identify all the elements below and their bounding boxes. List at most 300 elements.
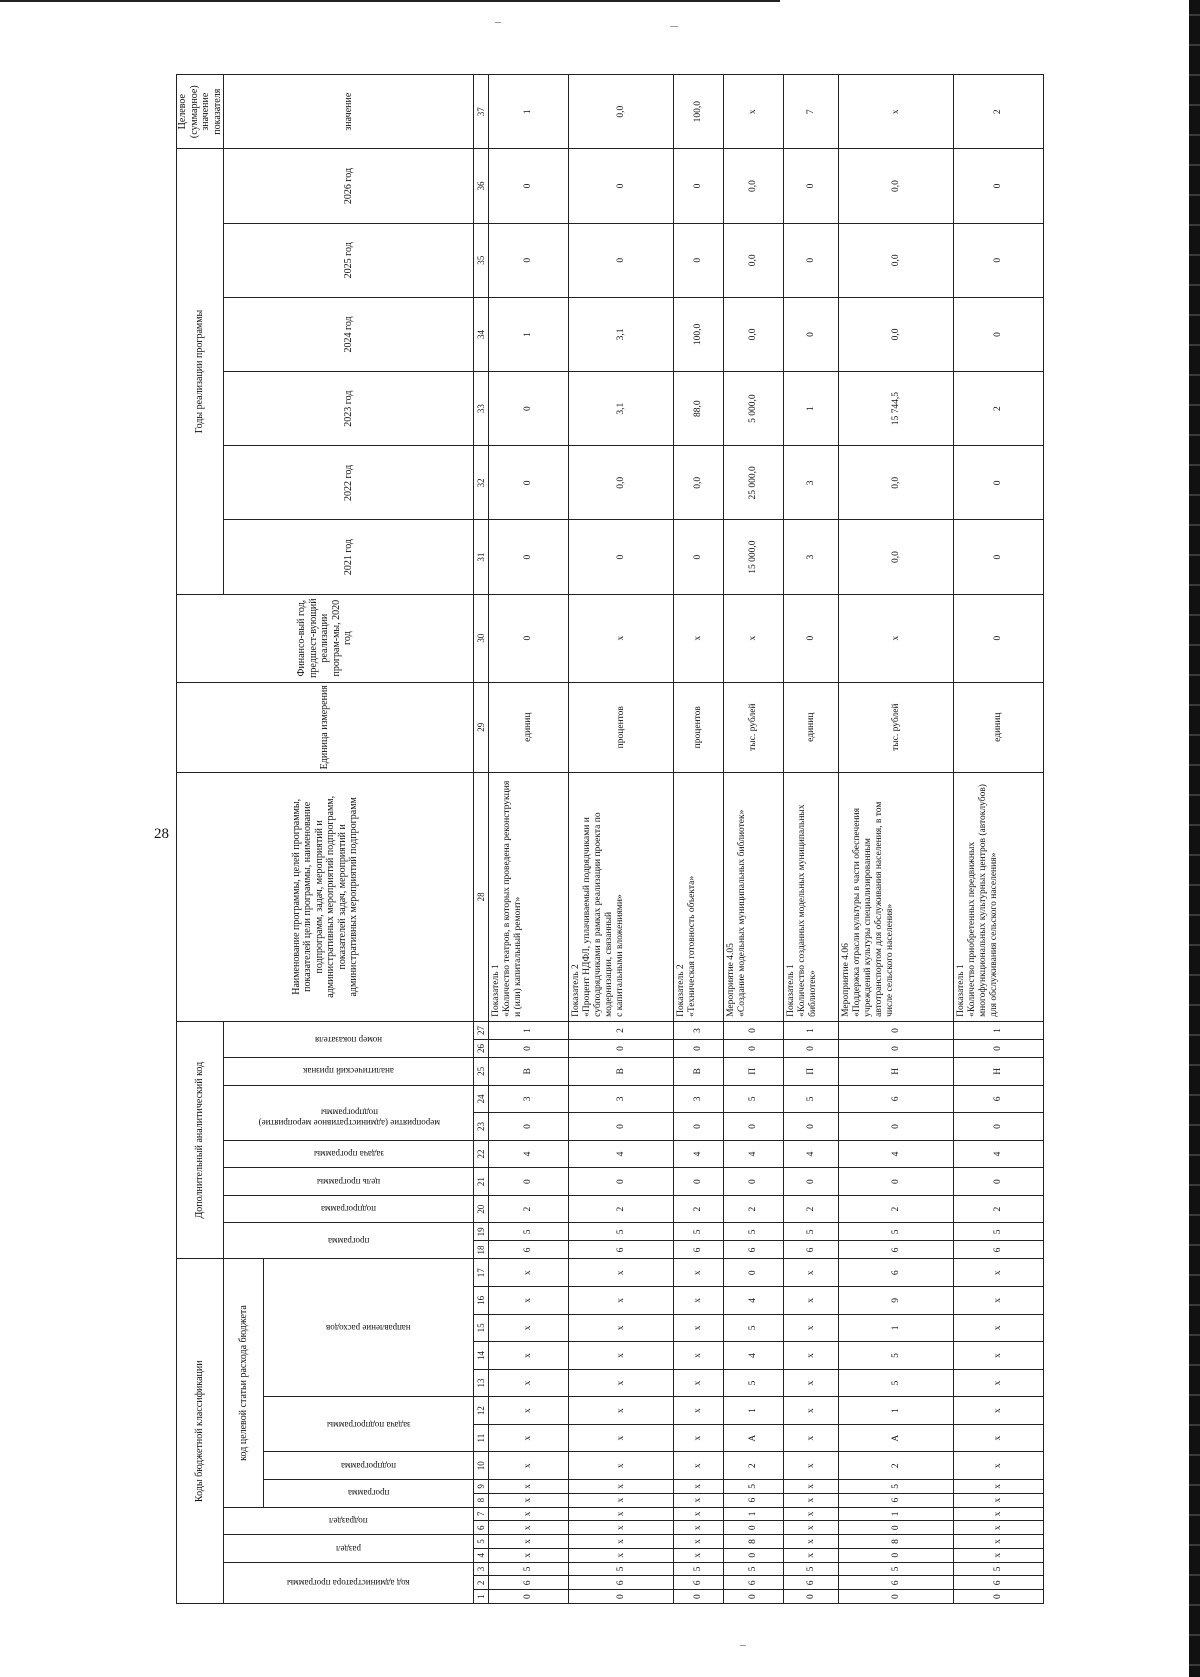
target-code-header: код целевой статьи расхода бюджета (224, 1259, 264, 1507)
row-unit: тыс. рублей (724, 682, 784, 772)
row-name: Показатель 2 «Техническая готовность объекта» (674, 772, 724, 1021)
table-row (724, 75, 784, 1604)
code-cell: х (674, 1479, 724, 1493)
code-cell: Н (954, 1058, 1044, 1086)
code-cell: х (489, 1369, 569, 1397)
table-row (674, 75, 724, 1604)
code-cell: 0 (569, 1168, 674, 1196)
code-cell: 5 (724, 1479, 784, 1493)
code-cell: х (489, 1521, 569, 1535)
code-cell: 5 (784, 1085, 839, 1113)
code-cell: 0 (784, 1168, 839, 1196)
code-cell: 3 (569, 1085, 674, 1113)
column-numbers-row (474, 75, 489, 1604)
code-cell: 4 (674, 1140, 724, 1168)
an-subprogram-header: подпрограмма (224, 1195, 474, 1223)
code-cell: 0 (674, 1168, 724, 1196)
code-cell: 4 (839, 1140, 954, 1168)
code-cell: х (569, 1507, 674, 1521)
code-cell: х (489, 1548, 569, 1562)
code-cell: х (674, 1424, 724, 1452)
value-cell: 0,0 (839, 223, 954, 297)
value-cell: 25 000,0 (724, 446, 784, 520)
value-cell: 0 (954, 446, 1044, 520)
value-cell: 0 (569, 520, 674, 594)
code-cell: 6 (839, 1576, 954, 1590)
code-cell: 0 (839, 1590, 954, 1604)
code-cell: 2 (954, 1195, 1044, 1223)
value-cell: 88,0 (674, 372, 724, 446)
code-cell: х (489, 1287, 569, 1315)
col-num: 24 (474, 1085, 489, 1113)
target-value-header: значение (224, 75, 474, 149)
code-cell: 5 (489, 1562, 569, 1576)
value-cell: х (724, 594, 784, 682)
page-top-rule (0, 0, 780, 2)
code-cell: 6 (674, 1576, 724, 1590)
code-cell: 4 (954, 1140, 1044, 1168)
value-cell: 0,0 (839, 446, 954, 520)
value-cell: 0 (489, 372, 569, 446)
an-event-header: мероприятие (административное мероприятие) подпрограммы (224, 1085, 474, 1140)
value-cell: 0 (784, 594, 839, 682)
code-cell: 5 (839, 1342, 954, 1370)
col-num: 14 (474, 1342, 489, 1370)
code-cell: 0 (839, 1168, 954, 1196)
code-cell: 0 (724, 1168, 784, 1196)
value-cell: 2 (954, 75, 1044, 149)
col-num: 1 (474, 1590, 489, 1604)
codes-group-header: Коды бюджетной классификации (177, 1259, 224, 1604)
value-cell: 0 (784, 297, 839, 371)
value-cell: 3,1 (569, 372, 674, 446)
code-cell: х (569, 1424, 674, 1452)
code-cell: х (954, 1259, 1044, 1287)
code-cell: 3 (489, 1085, 569, 1113)
row-name: Показатель 2 «Процент НДФЛ, уплачиваемый подрядчиками и субподрядчиками в рамках реализации проекта по модернизации, связанный с капитальными вложениями» (569, 772, 674, 1021)
code-cell: х (784, 1314, 839, 1342)
value-cell: 0,0 (674, 446, 724, 520)
code-cell: 6 (784, 1241, 839, 1259)
code-cell: х (784, 1452, 839, 1480)
value-cell: 0 (489, 446, 569, 520)
col-num: 37 (474, 75, 489, 149)
code-cell: 5 (954, 1562, 1044, 1576)
code-cell: х (784, 1479, 839, 1493)
code-cell: 6 (839, 1259, 954, 1287)
code-cell: 0 (839, 1113, 954, 1141)
code-cell: х (784, 1397, 839, 1425)
code-cell: 4 (724, 1140, 784, 1168)
code-cell: х (784, 1424, 839, 1452)
code-cell: х (489, 1259, 569, 1287)
code-cell: х (489, 1342, 569, 1370)
unit-header: Единица измерения (177, 682, 474, 772)
code-cell: 4 (724, 1342, 784, 1370)
col-num: 22 (474, 1140, 489, 1168)
code-cell: 6 (954, 1085, 1044, 1113)
code-cell: 0 (954, 1168, 1044, 1196)
code-cell: 2 (839, 1452, 954, 1480)
value-cell: 2 (954, 372, 1044, 446)
col-num: 35 (474, 223, 489, 297)
code-cell: х (569, 1397, 674, 1425)
an-program-header: программа (224, 1223, 474, 1259)
value-cell: 5 000,0 (724, 372, 784, 446)
code-cell: х (569, 1314, 674, 1342)
code-cell: х (784, 1259, 839, 1287)
value-cell: 0 (489, 149, 569, 223)
value-cell: 0,0 (839, 149, 954, 223)
code-cell: х (569, 1287, 674, 1315)
code-cell: х (569, 1521, 674, 1535)
code-cell: 5 (839, 1223, 954, 1241)
scan-edge-strip (1189, 0, 1200, 1677)
code-cell: х (569, 1452, 674, 1480)
code-cell: х (674, 1287, 724, 1315)
code-cell: 2 (724, 1195, 784, 1223)
value-cell: 1 (489, 297, 569, 371)
code-cell: П (724, 1058, 784, 1086)
col-num: 30 (474, 594, 489, 682)
years-group-header: Годы реализации программы (177, 149, 224, 594)
code-cell: П (784, 1058, 839, 1086)
code-cell: х (954, 1493, 1044, 1507)
col-num: 6 (474, 1521, 489, 1535)
year-2023-header: 2023 год (224, 372, 474, 446)
code-cell: 0 (954, 1113, 1044, 1141)
col-num: 28 (474, 772, 489, 1021)
value-cell: 0 (674, 223, 724, 297)
program-header: программа (264, 1479, 474, 1507)
code-cell: 1 (489, 1021, 569, 1039)
code-cell: 1 (724, 1397, 784, 1425)
value-cell: 0 (954, 223, 1044, 297)
code-cell: 5 (674, 1562, 724, 1576)
code-cell: х (954, 1521, 1044, 1535)
code-cell: 6 (839, 1493, 954, 1507)
value-cell: 15 744,5 (839, 372, 954, 446)
code-cell: х (569, 1548, 674, 1562)
code-cell: 0 (489, 1113, 569, 1141)
col-num: 12 (474, 1397, 489, 1425)
an-attr-header: аналитический признак (224, 1058, 474, 1086)
col-num: 29 (474, 682, 489, 772)
code-cell: 2 (569, 1195, 674, 1223)
name-header: Наименование программы, целей программы, показателей цели программы, наименование подпрограмм, задач, мероприятий и административных мероприятий подпрограмм, показателей задач, мероприятий и административных мероприятий подпрограмм (177, 772, 474, 1021)
value-cell: х (839, 75, 954, 149)
year-2024-header: 2024 год (224, 297, 474, 371)
row-unit: процентов (569, 682, 674, 772)
target-group-header: Целевое (суммарное) значение показателя (177, 75, 224, 149)
value-cell: 15 000,0 (724, 520, 784, 594)
value-cell: 0 (784, 149, 839, 223)
code-cell: х (674, 1342, 724, 1370)
code-cell: 6 (489, 1241, 569, 1259)
row-name: Показатель 1 «Количество театров, в которых проведена реконструкция и (или) капитальный ремонт» (489, 772, 569, 1021)
code-cell: 5 (724, 1314, 784, 1342)
code-cell: В (674, 1058, 724, 1086)
code-cell: 5 (489, 1223, 569, 1241)
value-cell: 0 (784, 223, 839, 297)
code-cell: х (489, 1424, 569, 1452)
value-cell: 100,0 (674, 75, 724, 149)
analytic-group-header: Дополнительный аналитический код (177, 1021, 224, 1259)
code-cell: 2 (839, 1195, 954, 1223)
subsection-header: подраздел (224, 1507, 474, 1535)
code-cell: 0 (954, 1040, 1044, 1058)
code-cell: 6 (569, 1241, 674, 1259)
code-cell: 0 (674, 1113, 724, 1141)
code-cell: х (489, 1507, 569, 1521)
value-cell: 100,0 (674, 297, 724, 371)
year-2025-header: 2025 год (224, 223, 474, 297)
code-cell: х (569, 1259, 674, 1287)
value-cell: 0 (489, 223, 569, 297)
value-cell: 0 (489, 594, 569, 682)
row-unit: процентов (674, 682, 724, 772)
code-cell: 5 (784, 1223, 839, 1241)
col-num: 36 (474, 149, 489, 223)
code-cell: 2 (724, 1452, 784, 1480)
code-cell: х (674, 1548, 724, 1562)
col-num: 17 (474, 1259, 489, 1287)
code-cell: 8 (724, 1535, 784, 1549)
value-cell: 1 (489, 75, 569, 149)
code-cell: 3 (674, 1021, 724, 1039)
code-cell: х (954, 1479, 1044, 1493)
rotated-table-wrapper (176, 74, 1041, 1604)
value-cell: 0,0 (839, 297, 954, 371)
value-cell: 0 (674, 149, 724, 223)
code-cell: 2 (674, 1195, 724, 1223)
code-cell: х (569, 1369, 674, 1397)
code-cell: х (674, 1535, 724, 1549)
code-cell: х (954, 1314, 1044, 1342)
scan-speck (740, 1645, 746, 1646)
code-cell: 1 (839, 1507, 954, 1521)
section-header: раздел (224, 1535, 474, 1563)
code-cell: 3 (674, 1085, 724, 1113)
code-cell: х (954, 1452, 1044, 1480)
value-cell: 0 (954, 297, 1044, 371)
code-cell: А (839, 1424, 954, 1452)
code-cell: 0 (954, 1590, 1044, 1604)
subprogram-header: подпрограмма (264, 1452, 474, 1480)
row-name: Показатель 1 «Количество созданных модельных муниципальных библиотек» (784, 772, 839, 1021)
code-cell: 0 (489, 1590, 569, 1604)
value-cell: 7 (784, 75, 839, 149)
code-cell: 0 (569, 1113, 674, 1141)
col-num: 25 (474, 1058, 489, 1086)
value-cell: 0,0 (724, 297, 784, 371)
code-cell: 0 (724, 1259, 784, 1287)
value-cell: 0 (569, 149, 674, 223)
code-cell: 6 (839, 1085, 954, 1113)
value-cell: 3,1 (569, 297, 674, 371)
code-cell: 5 (724, 1369, 784, 1397)
col-num: 26 (474, 1040, 489, 1058)
code-cell: х (674, 1493, 724, 1507)
code-cell: х (954, 1535, 1044, 1549)
value-cell: 0,0 (569, 446, 674, 520)
code-cell: х (569, 1479, 674, 1493)
code-cell: х (569, 1493, 674, 1507)
code-cell: х (489, 1493, 569, 1507)
code-cell: 4 (569, 1140, 674, 1168)
an-indicator-header: номер показателя (224, 1021, 474, 1057)
code-cell: х (674, 1314, 724, 1342)
col-num: 13 (474, 1369, 489, 1397)
code-cell: х (954, 1342, 1044, 1370)
col-num: 18 (474, 1241, 489, 1259)
code-cell: х (954, 1507, 1044, 1521)
code-cell: 0 (784, 1113, 839, 1141)
code-cell: 5 (839, 1479, 954, 1493)
code-cell: 1 (839, 1397, 954, 1425)
table-row (954, 75, 1044, 1604)
code-cell: 5 (784, 1562, 839, 1576)
code-cell: 1 (784, 1021, 839, 1039)
col-num: 16 (474, 1287, 489, 1315)
code-cell: х (954, 1369, 1044, 1397)
code-cell: 0 (724, 1040, 784, 1058)
code-cell: 4 (489, 1140, 569, 1168)
code-cell: В (569, 1058, 674, 1086)
row-name: Мероприятие 4.05 «Создание модельных муниципальных библиотек» (724, 772, 784, 1021)
col-num: 23 (474, 1113, 489, 1141)
row-unit: тыс. рублей (839, 682, 954, 772)
year-2022-header: 2022 год (224, 446, 474, 520)
col-num: 15 (474, 1314, 489, 1342)
code-cell: 1 (724, 1507, 784, 1521)
code-cell: 2 (489, 1195, 569, 1223)
code-cell: х (489, 1479, 569, 1493)
value-cell: 1 (784, 372, 839, 446)
an-goal-header: цель программы (224, 1168, 474, 1196)
an-task-header: задача программы (224, 1140, 474, 1168)
code-cell: 6 (489, 1576, 569, 1590)
code-cell: х (784, 1287, 839, 1315)
code-cell: х (569, 1342, 674, 1370)
code-cell: 5 (569, 1562, 674, 1576)
code-cell: х (674, 1369, 724, 1397)
code-cell: А (724, 1424, 784, 1452)
code-cell: 5 (724, 1085, 784, 1113)
value-cell: 0,0 (724, 223, 784, 297)
code-cell: х (784, 1521, 839, 1535)
program-table (176, 74, 1044, 1604)
col-num: 2 (474, 1576, 489, 1590)
col-num: 3 (474, 1562, 489, 1576)
code-cell: 6 (839, 1241, 954, 1259)
code-cell: 2 (569, 1021, 674, 1039)
col-num: 20 (474, 1195, 489, 1223)
code-cell: х (784, 1507, 839, 1521)
code-cell: х (784, 1369, 839, 1397)
code-cell: 0 (489, 1040, 569, 1058)
value-cell: х (569, 594, 674, 682)
col-num: 27 (474, 1021, 489, 1039)
code-cell: 5 (954, 1223, 1044, 1241)
value-cell: 0 (674, 520, 724, 594)
col-num: 31 (474, 520, 489, 594)
table-row (489, 75, 569, 1604)
code-cell: 0 (839, 1021, 954, 1039)
value-cell: 0 (569, 223, 674, 297)
code-cell: х (784, 1493, 839, 1507)
code-cell: 6 (724, 1241, 784, 1259)
scan-speck (670, 26, 678, 27)
fin-year-header: Финансо-вый год, предшест-вующий реализации програм-мы, 2020 год (177, 594, 474, 682)
code-cell: 0 (724, 1548, 784, 1562)
code-cell: 0 (724, 1021, 784, 1039)
value-cell: х (724, 75, 784, 149)
code-cell: 5 (674, 1223, 724, 1241)
code-cell: 0 (839, 1040, 954, 1058)
code-cell: Н (839, 1058, 954, 1086)
code-cell: х (954, 1397, 1044, 1425)
year-2021-header: 2021 год (224, 520, 474, 594)
code-cell: 6 (674, 1241, 724, 1259)
col-num: 33 (474, 372, 489, 446)
code-cell: 2 (784, 1195, 839, 1223)
code-cell: х (954, 1287, 1044, 1315)
scan-speck (495, 22, 501, 23)
code-cell: 6 (784, 1576, 839, 1590)
value-cell: 0 (489, 520, 569, 594)
code-cell: х (784, 1535, 839, 1549)
code-cell: х (674, 1452, 724, 1480)
code-cell: 1 (954, 1021, 1044, 1039)
code-cell: 9 (839, 1287, 954, 1315)
code-cell: 0 (569, 1590, 674, 1604)
code-cell: х (489, 1452, 569, 1480)
code-cell: 0 (489, 1168, 569, 1196)
col-num: 21 (474, 1168, 489, 1196)
code-cell: 5 (724, 1562, 784, 1576)
code-cell: В (489, 1058, 569, 1086)
value-cell: х (674, 594, 724, 682)
code-cell: 0 (784, 1590, 839, 1604)
code-cell: 6 (954, 1241, 1044, 1259)
col-num: 32 (474, 446, 489, 520)
code-cell: х (674, 1397, 724, 1425)
code-cell: х (674, 1521, 724, 1535)
code-cell: х (674, 1507, 724, 1521)
code-cell: 6 (569, 1576, 674, 1590)
row-name: Мероприятие 4.06 «Поддержка отрасли культуры в части обеспечения учреждений культуры специализированным автотранспортом для обслуживания населения, в том числе сельского населения» (839, 772, 954, 1021)
code-cell: 5 (724, 1223, 784, 1241)
code-cell: х (489, 1397, 569, 1425)
data-rows (489, 75, 1044, 1604)
code-cell: х (674, 1259, 724, 1287)
table-row (569, 75, 674, 1604)
code-cell: 8 (839, 1535, 954, 1549)
code-cell: 4 (784, 1140, 839, 1168)
code-cell: х (784, 1548, 839, 1562)
col-num: 10 (474, 1452, 489, 1480)
code-cell: 0 (674, 1590, 724, 1604)
row-unit: единиц (954, 682, 1044, 772)
code-cell: 5 (569, 1223, 674, 1241)
code-cell: 0 (839, 1548, 954, 1562)
col-num: 11 (474, 1424, 489, 1452)
code-cell: х (954, 1548, 1044, 1562)
code-cell: 0 (724, 1590, 784, 1604)
value-cell: 3 (784, 446, 839, 520)
value-cell: 0,0 (569, 75, 674, 149)
